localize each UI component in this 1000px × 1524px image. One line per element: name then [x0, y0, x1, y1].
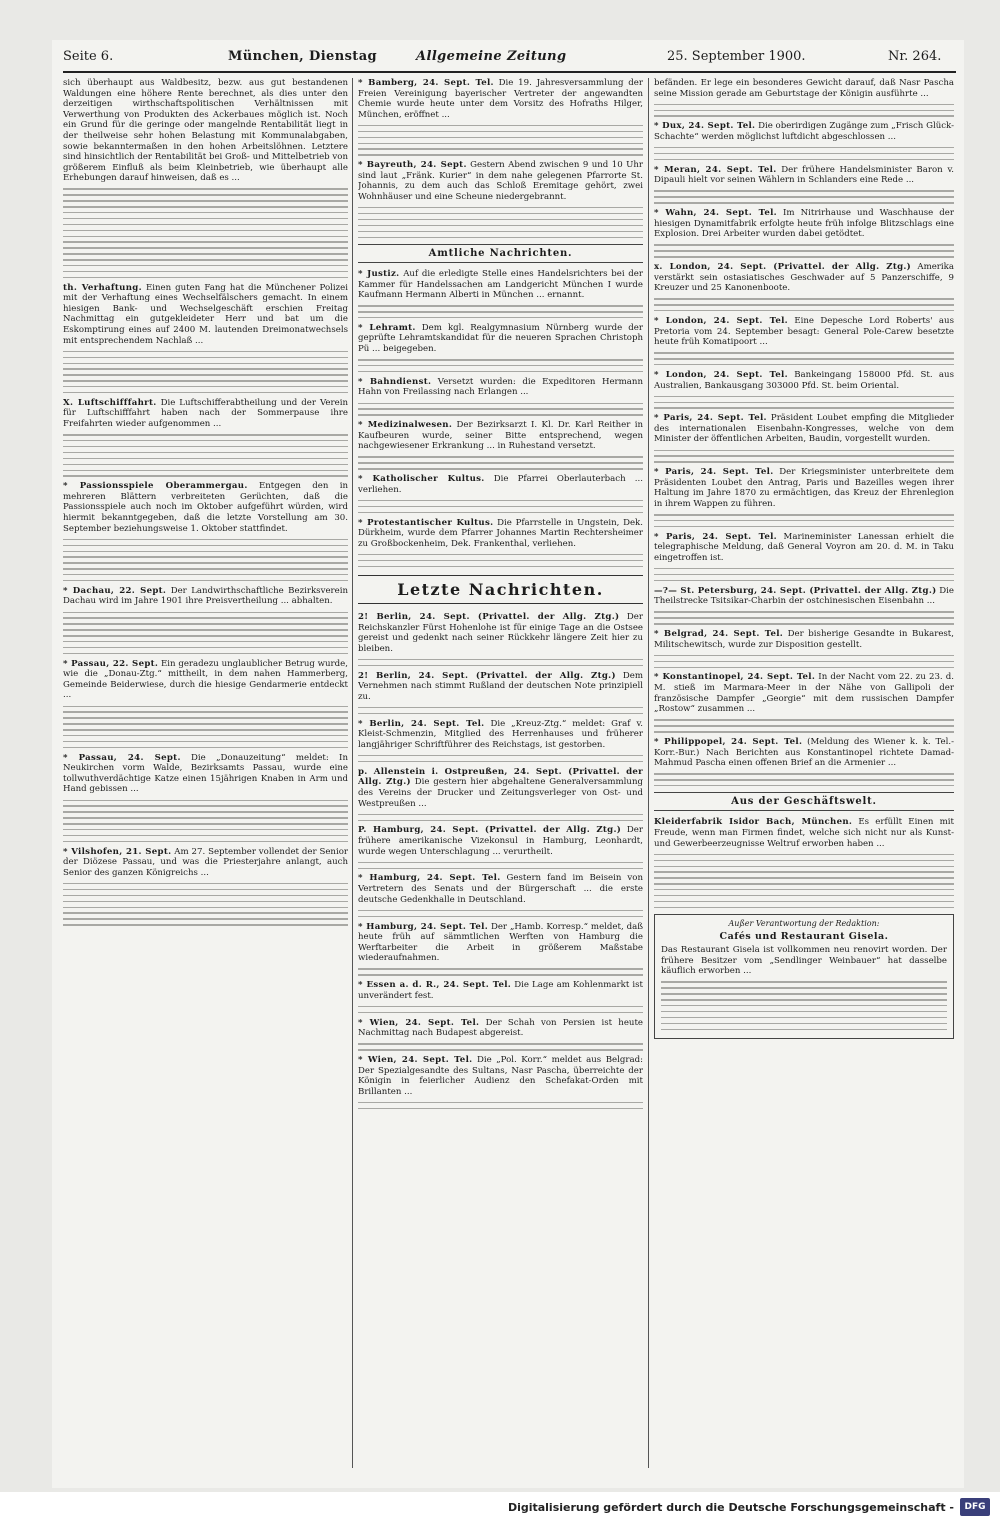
- text-lines: [654, 147, 954, 160]
- article-body: Gestern fand im Beisein von Vertretern des Senats und der Bürgerschaft ... die erste deutsche Gedenkhalle in Deutschland.: [358, 873, 643, 905]
- article-dateline: * Bamberg, 24. Sept. Tel.: [358, 78, 494, 88]
- article-dateline: * Dux, 24. Sept. Tel.: [654, 121, 756, 132]
- article-body: Dem Vernehmen nach stimmt Rußland der deutschen Note prinzipiell zu.: [358, 670, 643, 702]
- article-dateline: * Paris, 24. Sept. Tel.: [654, 531, 777, 542]
- article-dateline: —?— St. Petersburg, 24. Sept. (Privattel. der Allg. Ztg.): [654, 585, 937, 596]
- article: [654, 165, 954, 186]
- article-body: In der Nacht vom 22. zu 23. d. M. stieß im Marmara-Meer in der Nähe von Gallipoli der französische Dampfer „Georgie“ mit dem russischen Dampfer „Rostow“ zusammen ...: [654, 672, 954, 715]
- text-lines: [358, 659, 643, 666]
- article: [63, 283, 348, 347]
- text-lines: [358, 1006, 643, 1013]
- article-body: Der Reichskanzler Fürst Hohenlohe ist für einige Tage an die Ostsee gereist und gedenkt nach seiner Rückkehr längere Zeit hier zu bleiben.: [358, 611, 643, 654]
- text-lines: [63, 539, 348, 582]
- issue-date: 25. September 1900.: [667, 49, 806, 64]
- article: [358, 1055, 643, 1097]
- section-heading-geschaeftswelt: Aus der Geschäftswelt.: [654, 792, 954, 811]
- article-dateline: * Medizinalwesen.: [358, 420, 453, 431]
- article: [358, 1018, 643, 1039]
- article-dateline: th. Verhaftung.: [63, 282, 142, 293]
- text-lines: [358, 1102, 643, 1109]
- text-lines: [654, 190, 954, 203]
- article-body: Dem kgl. Realgymnasium Nürnberg wurde der geprüfte Lehramtskandidat für die neueren Sprachen Christoph Pü ... beigegeben.: [358, 322, 643, 355]
- page-header: [63, 49, 956, 73]
- article: [358, 922, 643, 964]
- article-dateline: * Philippopel, 24. Sept. Tel.: [654, 737, 803, 748]
- text-lines: [358, 862, 643, 869]
- article-dateline: * Justiz.: [358, 268, 400, 279]
- article: [358, 420, 643, 452]
- article-body: Bankeingang 158000 Pfd. St. aus Australien, Bankausgang 303000 Pfd. St. beim Oriental.: [654, 369, 954, 391]
- article-dateline: * Passau, 24. Sept.: [63, 752, 181, 763]
- text-lines: [63, 351, 348, 394]
- article: [63, 847, 348, 879]
- article-dateline: * Vilshofen, 21. Sept.: [63, 846, 172, 857]
- column-1: [63, 78, 348, 1469]
- text-lines: [654, 244, 954, 257]
- text-lines: [654, 396, 954, 409]
- article: [358, 873, 643, 905]
- advertisement-box: [654, 914, 954, 1039]
- article: [654, 316, 954, 348]
- text-lines: [63, 434, 348, 477]
- article: [654, 737, 954, 769]
- article-body: Versetzt wurden: die Expeditoren Hermann Hahn von Freilassing nach Erlangen ...: [358, 376, 643, 398]
- article-body: Die „Donauzeitung“ meldet: In Neukirchen vorm Walde, Bezirksamts Passau, wurde eine tollwuthverdächtige Katze einen 15jährigen Knaben in Arm und Hand gebissen ...: [63, 752, 348, 795]
- article-body: Gestern Abend zwischen 9 und 10 Uhr sind laut „Fränk. Kurier“ in dem nahe gelegenen Pfarrorte St. Johannis, zu dem auch das Schloß Eremitage gehört, zwei Wohnhäuser und eine Scheune niedergebrannt.: [358, 160, 643, 202]
- text-lines: [358, 403, 643, 416]
- article-text: sich überhaupt aus Waldbesitz, bezw. aus gut bestandenen Waldungen eine höhere Rente berechnet, als dies unter den derzeitigen wirthschaftspolitischen Verhältnissen mit Verwerthung von Produkten des Ackerbaues möglich ist. Noch ein Grund für die geringe oder mangelnde Rentabilität liegt in der theilweise sehr hohen Belastung mit Kommunalabgaben, sowie bekanntermaßen in den hohen Arbeitslöhnen. Letztere sind hinsichtlich der Rentabilität bei Groß- und Mittelbetrieb von größerem Einfluß als beim Kleinbetrieb, wie überhaupt alle Erhebungen darauf hinweisen, daß es ...: [63, 78, 348, 184]
- article-body: Die Lage am Kohlenmarkt ist unverändert fest.: [358, 980, 643, 1001]
- article: [654, 208, 954, 240]
- text-lines: [654, 568, 954, 581]
- funding-credit: Digitalisierung gefördert durch die Deutsche Forschungsgemeinschaft -: [507, 1501, 954, 1514]
- advertisement-text: Das Restaurant Gisela ist vollkommen neu renovirt worden. Der frühere Besitzer vom „Sendlinger Weinbauer“ hat dasselbe käuflich erworben ...: [661, 945, 947, 977]
- section-heading-amtliche: Amtliche Nachrichten.: [358, 244, 643, 263]
- article: [358, 474, 643, 495]
- article: [63, 659, 348, 701]
- article: [654, 532, 954, 564]
- dfg-logo: DFG: [960, 1498, 990, 1516]
- article-body: Einen guten Fang hat die Münchener Polizei mit der Verhaftung eines Wechselfälschers gemacht. In einem hiesigen Bank- und Wechselgeschäft erschien Freitag Nachmittag ein gutgekleideter Herr und bat um die Eskomptirung eines auf 2400 M. lautenden Dreimonatwechsels mit entsprechendem Nachlaß ...: [63, 282, 348, 346]
- text-lines: [654, 450, 954, 463]
- article-dateline: * London, 24. Sept. Tel.: [654, 315, 788, 326]
- article-dateline: * Passionsspiele Oberammergau.: [63, 481, 248, 492]
- article-dateline: 2! Berlin, 24. Sept. (Privattel. der Allg. Ztg.): [358, 670, 616, 681]
- text-lines: [358, 500, 643, 513]
- column-rule: [352, 78, 353, 1468]
- article: [358, 160, 643, 202]
- text-lines: [63, 883, 348, 926]
- text-lines: [654, 655, 954, 668]
- article-body: Präsident Loubet empfing die Mitglieder des internationalen Eisenbahn-Kongresses, welche von dem Minister der öffentlichen Arbeiten, Baudin, vorgestellt wurden.: [654, 413, 954, 445]
- article-dateline: * Bayreuth, 24. Sept.: [358, 160, 467, 171]
- article: [358, 767, 643, 809]
- column-rule: [648, 78, 649, 1468]
- article-body: Der Landwirthschaftliche Bezirksverein Dachau wird im Jahre 1901 ihre Preisvertheilung ... abhalten.: [63, 585, 348, 607]
- article: [358, 518, 643, 550]
- text-lines: [358, 1043, 643, 1050]
- editorial-disclaimer: Außer Verantwortung der Redaktion:: [728, 919, 880, 929]
- article-dateline: * Passau, 22. Sept.: [63, 658, 159, 669]
- article-dateline: * Lehramt.: [358, 322, 416, 333]
- article: [358, 612, 643, 654]
- article-head: Kleiderfabrik Isidor Bach, München.: [654, 817, 853, 828]
- text-lines: [63, 612, 348, 655]
- article-body: Am 27. September vollendet der Senior der Diözese Passau, und was die Priesterjahre anlangt, auch Senior des ganzen Königreichs ...: [63, 846, 348, 878]
- article-dateline: * Dachau, 22. Sept.: [63, 585, 167, 596]
- article: [654, 78, 954, 99]
- article-body: Der „Hamb. Korresp.“ meldet, daß heute früh auf sämmtlichen Werften von Hamburg die Werftarbeiter die Arbeit in größerem Maßstabe wiederaufnahmen.: [358, 921, 643, 964]
- article-body: Die Pfarrei Oberlauterbach ... verliehen.: [358, 474, 643, 495]
- text-lines: [358, 305, 643, 318]
- article-dateline: * Bahndienst.: [358, 376, 432, 387]
- article: [63, 586, 348, 607]
- article-body: Der Schah von Persien ist heute Nachmittag nach Budapest abgereist.: [358, 1017, 643, 1039]
- article-dateline: * Paris, 24. Sept. Tel.: [654, 467, 774, 478]
- article-body: Der Kriegsminister unterbreitete dem Präsidenten Loubet den Antrag, Paris und Bazeilles wegen ihrer Haltung im Jahre 1870 zu ermächtigen, das Kreuz der Ehrenlegion in ihrem Wappen zu führen.: [654, 467, 954, 510]
- article: [358, 825, 643, 857]
- article: [654, 121, 954, 142]
- text-lines: [358, 755, 643, 762]
- text-lines: [63, 706, 348, 749]
- city-day: München, Dienstag: [228, 49, 378, 64]
- text-lines: [63, 800, 348, 843]
- text-lines: [654, 773, 954, 786]
- article-body: Die Theilstrecke Tsitsikar-Charbin der ostchinesischen Eisenbahn ...: [654, 585, 954, 607]
- text-lines: [358, 554, 643, 567]
- page-number: Seite 6.: [63, 49, 114, 64]
- article-body: Der frühere Handelsminister Baron v. Dipauli hielt vor seinen Wählern in Schlanders eine Rede ...: [654, 164, 954, 186]
- newspaper-title: Allgemeine Zeitung: [416, 49, 567, 64]
- article-dateline: x. London, 24. Sept. (Privattel. der Allg. Ztg.): [654, 262, 912, 273]
- article-body: Marineminister Lanessan erhielt die telegraphische Meldung, daß General Voyron am 20. d. M. in Taku eingetroffen ist.: [654, 531, 954, 563]
- article-body: Die oberirdigen Zugänge zum „Frisch Glück-Schachte“ werden möglichst luftdicht abgeschlossen ...: [654, 121, 954, 142]
- advert-article: [654, 817, 954, 849]
- article-dateline: * Belgrad, 24. Sept. Tel.: [654, 629, 784, 640]
- article: [654, 413, 954, 445]
- column-2: [358, 78, 643, 1469]
- article-dateline: * Wien, 24. Sept. Tel.: [358, 1017, 480, 1028]
- article: [654, 629, 954, 650]
- text-lines: [358, 125, 643, 156]
- article-body: Es erfüllt Einen mit Freude, wenn man Firmen findet, welche sich nicht nur als Kunst- und Gewerbeerzeugnisse Weltruf erworben haben ...: [654, 817, 954, 849]
- text-lines: [654, 854, 954, 908]
- article: [654, 467, 954, 509]
- article: [358, 323, 643, 355]
- article-dateline: * Paris, 24. Sept. Tel.: [654, 413, 767, 424]
- text-lines: [358, 456, 643, 469]
- article-body: Der bisherige Gesandte in Bukarest, Militschewitsch, wurde zur Disposition gestellt.: [654, 629, 954, 650]
- digitization-footer: [0, 1492, 1000, 1524]
- article-dateline: * Katholischer Kultus.: [358, 474, 485, 485]
- text-lines: [654, 104, 954, 117]
- article-dateline: * Essen a. d. R., 24. Sept. Tel.: [358, 980, 512, 991]
- text-lines: [358, 814, 643, 821]
- article: [358, 980, 643, 1001]
- article-body: (Meldung des Wiener k. k. Tel.-Korr.-Bur.) Nach Berichten aus Konstantinopel richtete Damad-Mahmud Pascha einen offenen Brief an die Armenier ...: [654, 737, 954, 769]
- article-dateline: * Wahn, 24. Sept. Tel.: [654, 208, 777, 219]
- article-dateline: * Wien, 24. Sept. Tel.: [358, 1055, 473, 1066]
- text-lines: [358, 707, 643, 714]
- article-dateline: X. Luftschifffahrt.: [63, 397, 157, 408]
- article: [654, 262, 954, 294]
- article: [358, 719, 643, 751]
- text-lines: [654, 298, 954, 311]
- text-lines: [358, 910, 643, 917]
- article: [63, 753, 348, 795]
- article-body: Die gestern hier abgehaltene Generalversammlung des Vereins der Drucker und Zeitungsverleger von Ost- und Westpreußen ...: [358, 777, 643, 809]
- text-lines: [358, 207, 643, 238]
- article-dateline: * London, 24. Sept. Tel.: [654, 369, 788, 380]
- article: [654, 370, 954, 391]
- text-lines: [654, 719, 954, 732]
- article-body: Ein geradezu unglaublicher Betrug wurde, wie die „Donau-Ztg.“ mittheilt, in dem nahen Hammerberg, Gemeinde Beiderwiese, durch die hiesige Gendarmerie entdeckt ...: [63, 658, 348, 701]
- text-lines: [654, 352, 954, 365]
- text-lines: [654, 514, 954, 527]
- section-heading-letzte-nachrichten: Letzte Nachrichten.: [358, 575, 643, 604]
- article: [358, 377, 643, 398]
- article-body: Entgegen den in mehreren Blättern verbreiteten Gerüchten, daß die Passionsspiele auch noch im Oktober aufgeführt würden, wird hiermit bekanntgegeben, daß die letzte Vorstellung am 30. September beziehungsweise 1. Oktober stattfindet.: [63, 481, 348, 534]
- advertisement-title: Cafés und Restaurant Gisela.: [719, 931, 889, 943]
- article-dateline: * Hamburg, 24. Sept. Tel.: [358, 921, 489, 932]
- article-dateline: P. Hamburg, 24. Sept. (Privattel. der Allg. Ztg.): [358, 825, 622, 836]
- article-body: Die Luftschifferabtheilung und der Verein für Luftschifffahrt haben nach der Sommerpause ihre Freifahrten wieder aufgenommen ...: [63, 397, 348, 430]
- column-3: [654, 78, 954, 1469]
- text-lines: [358, 359, 643, 372]
- article-body: Die „Pol. Korr.“ meldet aus Belgrad: Der Spezialgesandte des Sultans, Nasr Pascha, überreichte der Königin in feierlicher Audienz den Schefakat-Orden mit Brillanten ...: [358, 1055, 643, 1097]
- article-body: Der Bezirksarzt I. Kl. Dr. Karl Reither in Kaufbeuren wurde, seiner Bitte entsprechend, wegen nachgewiesener Erkrankung ... in Ruhestand versetzt.: [358, 420, 643, 452]
- text-lines: [654, 611, 954, 624]
- article: [63, 398, 348, 430]
- article-dateline: * Berlin, 24. Sept. Tel.: [358, 718, 485, 729]
- article-body: Amerika verstärkt sein ostasiatisches Geschwader auf 5 Panzerschiffe, 9 Kreuzer und 25 Kanonenboote.: [654, 262, 954, 294]
- article-body: Die „Kreuz-Ztg.“ meldet: Graf v. Kleist-Schmenzin, Mitglied des Herrenhauses und früherer langjähriger Schriftführer des Reichstags, ist gestorben.: [358, 718, 643, 750]
- article: [358, 269, 643, 301]
- text-lines: [358, 968, 643, 975]
- article-dateline: * Konstantinopel, 24. Sept. Tel.: [654, 672, 816, 683]
- article: [63, 481, 348, 534]
- article-dateline: * Meran, 24. Sept. Tel.: [654, 164, 777, 175]
- article: [654, 586, 954, 607]
- article-body: Die 19. Jahresversammlung der Freien Vereinigung bayerischer Vertreter der angewandten Chemie wurde heute unter dem Vorsitz des Hofraths Hilger, München, eröffnet ...: [358, 78, 643, 120]
- article: [654, 672, 954, 714]
- article-dateline: p. Allenstein i. Ostpreußen, 24. Sept. (Privattel. der Allg. Ztg.): [358, 766, 643, 788]
- article-dateline: 2! Berlin, 24. Sept. (Privattel. der Allg. Ztg.): [358, 611, 620, 622]
- article-body: Eine Depesche Lord Roberts' aus Pretoria vom 24. September besagt: General Pole-Carew besetzte heute früh Komatipoort ...: [654, 315, 954, 348]
- article-dateline: * Hamburg, 24. Sept. Tel.: [358, 873, 501, 884]
- article-body: Im Nitrirhause und Waschhause der hiesigen Dynamitfabrik erfolgte heute früh infolge Blitzschlags eine Explosion. Drei Arbeiter wurden dabei getödtet.: [654, 208, 954, 240]
- issue-number: Nr. 264.: [888, 49, 942, 64]
- text-lines: [63, 188, 348, 278]
- article-body: Auf die erledigte Stelle eines Handelsrichters bei der Kammer für Handelssachen am Landgericht München I wurde Kaufmann Hermann Alberti in München ... ernannt.: [358, 268, 643, 301]
- text-lines: [661, 981, 947, 1030]
- article: [358, 671, 643, 703]
- article: [358, 78, 643, 120]
- article-body: Der frühere amerikanische Vizekonsul in Hamburg, Leonhardt, wurde wegen Unterschlagung ... verurtheilt.: [358, 825, 643, 857]
- article-dateline: * Protestantischer Kultus.: [358, 517, 494, 528]
- article-body: befänden. Er lege ein besonderes Gewicht darauf, daß Nasr Pascha seine Mission gerade am Geburtstage der Königin ausführte ...: [654, 78, 954, 99]
- article-body: Die Pfarrstelle in Ungstein, Dek. Dürkheim, wurde dem Pfarrer Johannes Martin Rechtersheimer zu Großbockenheim, Dek. Frankenthal, verliehen.: [358, 517, 643, 549]
